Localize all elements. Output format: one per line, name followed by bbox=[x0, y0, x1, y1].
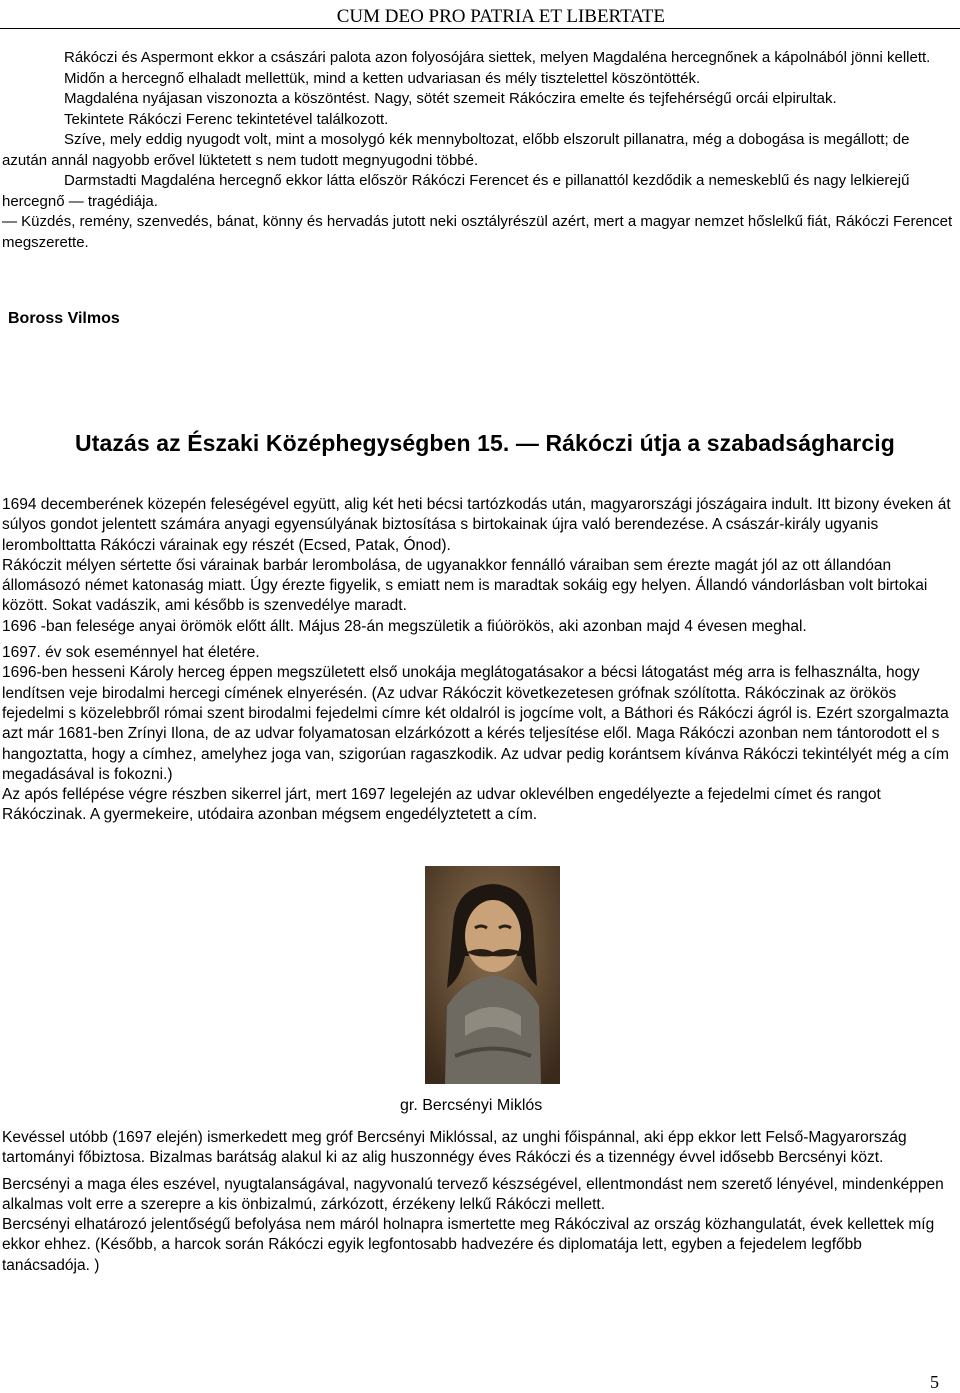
paragraph: Az após fellépése végre részben sikerrel járt, mert 1697 legelején az udvar oklevélben engedélyezte a fejedelmi címet és rangot Rákóczinak. A gyermekeire, utódaira azonban mégsem engedélyztetett a cím. bbox=[2, 786, 881, 824]
page-number: 5 bbox=[930, 1372, 939, 1392]
paragraph: 1696 -ban felesége anyai örömök előtt állt. Május 28-án megszületik a fiúörökös, aki azonban majd 4 évesen meghal. bbox=[2, 617, 807, 635]
paragraph: Darmstadti Magdaléna hercegnő ekkor látta először Rákóczi Ferencet és e pillanattól kezdődik a nemeskeblű és nagy lelkierejű hercegnő ― tragédiája. bbox=[2, 172, 910, 210]
article-body-continued bbox=[2, 1128, 954, 1276]
paragraph: Tekintete Rákóczi Ferenc tekintetével találkozott. bbox=[64, 110, 389, 128]
paragraph: 1697. év sok eseménnyel hat életére. bbox=[2, 644, 260, 662]
portrait-caption: gr. Bercsényi Miklós bbox=[400, 1097, 543, 1114]
paragraph: Midőn a hercegnő elhaladt mellettük, mind a ketten udvariasan és mély tisztelettel köszöntötték. bbox=[64, 69, 701, 87]
paragraph: Bercsényi a maga éles eszével, nyugtalanságával, nagyvonalú tervező készségével, ellentmondást nem szerető lényével, mindenképpen alkalmas volt erre a szerepre a kis önbizalmú, zárkózott, érzékeny lelkű Rákóczi mellett. bbox=[2, 1175, 944, 1213]
author-name: Boross Vilmos bbox=[8, 310, 120, 327]
paragraph: Szíve, mely eddig nyugodt volt, mint a mosolygó kék mennyboltozat, előbb elszorult pillanatra, még a dobogása is megállott; de azután annál nagyobb erővel lüktetett s nem tudott megnyugodni többé. bbox=[2, 131, 910, 169]
paragraph: Rákóczi és Aspermont ekkor a császári palota azon folyosójára siettek, melyen Magdaléna hercegnőnek a kápolnából jönni kellett. bbox=[64, 49, 931, 66]
paragraph: 1694 decemberének közepén feleségével együtt, alig két heti bécsi tartózkodás után, magyarországi jószágaira indult. Itt bizony éveken át súlyos gondot jelentett számára anyagi egyensúlyának biztosítása s birtokainak újra való berendezése. A császár-király ugyanis lerombolttatta Rákóczi várainak egy részét (Ecsed, Patak, Ónod). bbox=[2, 496, 951, 554]
paragraph: Bercsényi elhatározó jelentőségű befolyása nem máról holnapra ismertette meg Rákóczival az ország közhangulatát, évek kellettek míg ekkor ehhez. (Később, a harcok során Rákóczi egyik legfontosabb hadvezére és diplomatája lett, egyben a fejedelem legfőbb tanácsadója. ) bbox=[2, 1216, 935, 1274]
story-excerpt bbox=[2, 48, 954, 253]
paragraph: Magdaléna nyájasan viszonozta a köszöntést. Nagy, sötét szemeit Rákóczira emelte és tejfehérségű orcái elpirultak. bbox=[64, 90, 837, 107]
paragraph: 1696-ben hesseni Károly herceg éppen megszületett első unokája meglátogatásakor a bécsi látogatást még arra is felhasználta, hogy lendítsen veje birodalmi hercegi címének elnyerésén. (Az udvar Rákóczit következetesen grófnak szólította. Rákóczinak az örökös fejedelmi s közelebbről római szent birodalmi fejedelmi címre két oldalról is jogcíme volt, a Báthori és Rákóczi ágról is. Ezért szorgalmazta azt már 1681-ben Zrínyi Ilona, de az udvar folyamatosan elzárkózott a kérés teljesítése elől. Maga Rákóczi azonban nem tántorodott el s hangoztatta, hogy a címhez, amelyhez joga van, szigorúan ragaszkodik. Az udvar pedig korántsem kívánva Rákóczi tekintélyét még a cím megadásával is fokozni.) bbox=[2, 664, 949, 783]
portrait-drawing bbox=[425, 866, 560, 1084]
article-title: Utazás az Északi Középhegységben 15. ― Rákóczi útja a szabadságharcig bbox=[75, 430, 895, 456]
paragraph: ― Küzdés, remény, szenvedés, bánat, könny és hervadás jutott neki osztályrészül azért, mert a magyar nemzet hőslelkű fiát, Rákóczi Ferencet megszerette. bbox=[2, 213, 953, 251]
paragraph: Rákóczit mélyen sértette ősi várainak barbár lerombolása, de ugyanakkor fennálló váraiban sem érezte magát jól az ott állandóan állomásozó német katonaság miatt. Úgy érezte figyelik, s emiatt nem is maradtak sokáig egy helyen. Állandó vándorlásban volt birtokai között. Sokat vadászik, ami később is szenvedélye maradt. bbox=[2, 556, 928, 615]
portrait-image bbox=[425, 866, 560, 1084]
article-body bbox=[2, 495, 954, 826]
paragraph: Kevéssel utóbb (1697 elején) ismerkedett meg gróf Bercsényi Miklóssal, az unghi főispánnal, aki épp ekkor lett Felső-Magyarország tartományi főbiztosa. Bizalmas barátság alakul ki az alig huszonnégy éves Rákóczi és a tizennégy évvel idősebb Bercsényi közt. bbox=[2, 1129, 907, 1167]
page-header-motto: CUM DEO PRO PATRIA ET LIBERTATE bbox=[0, 6, 960, 29]
